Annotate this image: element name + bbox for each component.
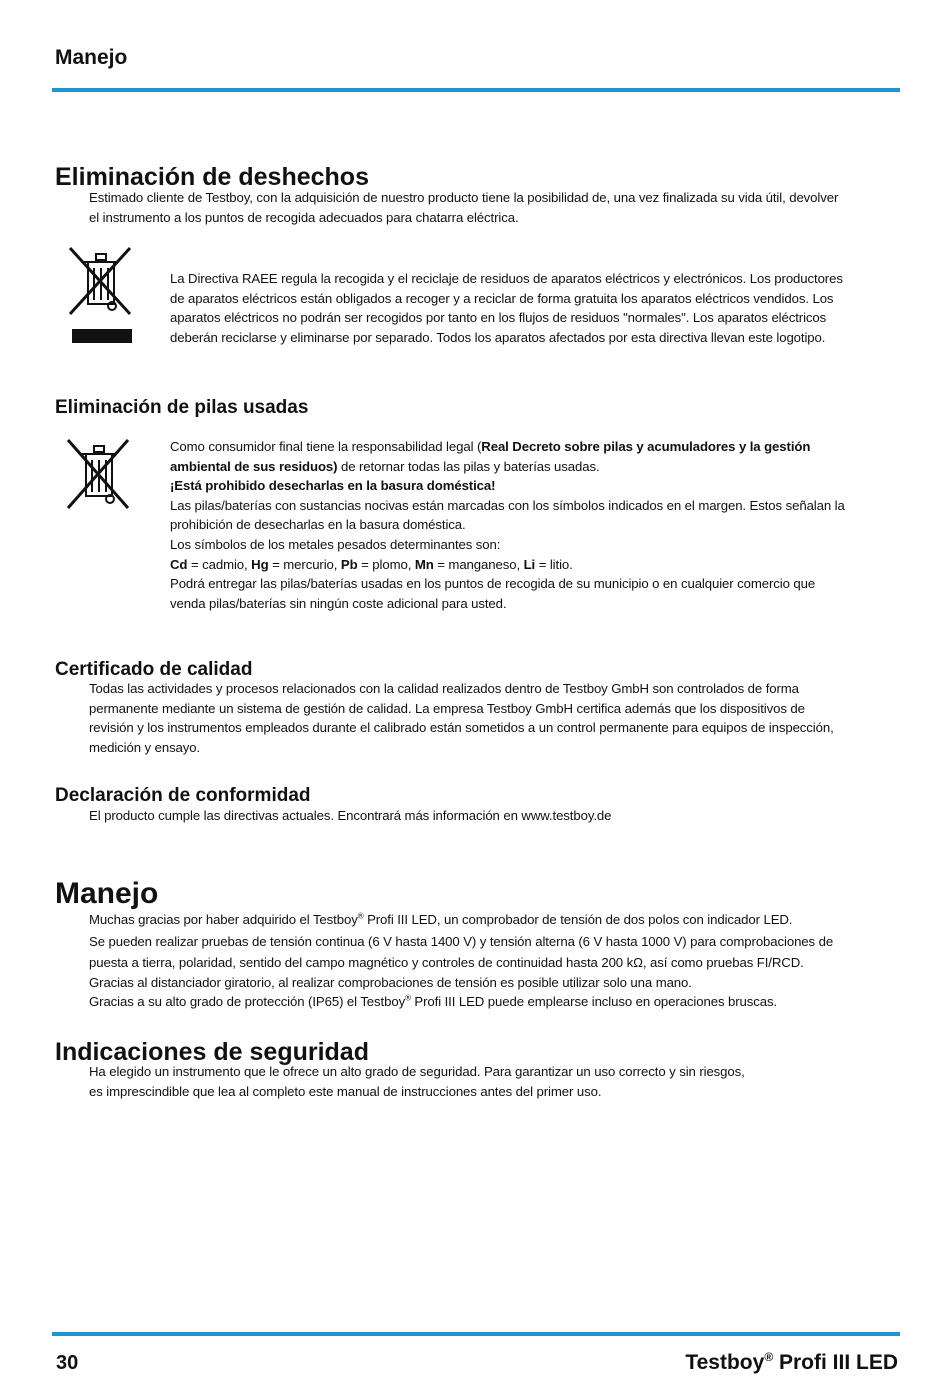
text-line: de aparatos eléctricos están obligados a recoger y a reciclar de forma gratuita los aparatos eléctricos vendidos. Los bbox=[170, 290, 834, 306]
metal-name: = litio. bbox=[535, 556, 573, 572]
metal-name: = manganeso, bbox=[433, 556, 524, 572]
text-line: es imprescindible que lea al completo este manual de instrucciones antes del primer uso. bbox=[89, 1083, 602, 1099]
text-run: Muchas gracias por haber adquirido el Testboy bbox=[89, 912, 358, 927]
text-line: puesta a tierra, polaridad, sentido del campo magnético y controles de continuidad hasta 200 kΩ, así como pruebas FI/RCD. bbox=[89, 955, 804, 971]
text-line: el instrumento a los puntos de recogida adecuados para chatarra eléctrica. bbox=[89, 209, 519, 225]
text-line: La Directiva RAEE regula la recogida y el reciclaje de residuos de aparatos eléctricos y electrónicos. Los productores bbox=[170, 271, 843, 286]
metal-name: = mercurio, bbox=[268, 556, 341, 572]
law-name-bold: Real Decreto sobre pilas y acumuladores y la gestión bbox=[481, 439, 811, 454]
disposal-intro bbox=[89, 188, 838, 227]
registered-mark: ® bbox=[405, 993, 411, 1003]
quality-paragraph bbox=[89, 679, 834, 757]
quality-heading: Certificado de calidad bbox=[55, 659, 253, 680]
operation-paragraph bbox=[89, 910, 833, 1012]
metal-name: = cadmio, bbox=[187, 556, 252, 572]
warning-bold: ¡Está prohibido desecharlas en la basura doméstica! bbox=[170, 478, 496, 494]
text-run: Profi III LED puede emplearse incluso en operaciones bruscas. bbox=[410, 994, 778, 1010]
text-line: Todas las actividades y procesos relacionados con la calidad realizados dentro de Testboy GmbH son controlados de forma bbox=[89, 681, 799, 696]
weee-paragraph bbox=[170, 269, 843, 347]
metal-symbol: Hg bbox=[251, 556, 269, 572]
battery-bin-icon bbox=[64, 438, 132, 512]
registered-mark: ® bbox=[764, 1350, 774, 1364]
text-line: Gracias al distanciador giratorio, al realizar comprobaciones de tensión es posible utilizar solo una mano. bbox=[89, 974, 692, 990]
brand-name: Testboy bbox=[685, 1351, 765, 1374]
batteries-paragraph bbox=[170, 437, 845, 613]
conformity-paragraph bbox=[89, 806, 611, 826]
batteries-heading: Eliminación de pilas usadas bbox=[55, 397, 309, 418]
page-number: 30 bbox=[56, 1352, 79, 1374]
text-line bbox=[89, 910, 833, 930]
operation-heading: Manejo bbox=[55, 877, 159, 910]
metal-symbol: Li bbox=[523, 556, 536, 572]
text-line bbox=[170, 457, 845, 477]
text-line: medición y ensayo. bbox=[89, 739, 201, 755]
safety-heading: Indicaciones de seguridad bbox=[55, 1038, 369, 1066]
text-line: Las pilas/baterías con sustancias nocivas están marcadas con los símbolos indicados en el margen. Estos señalan la bbox=[170, 497, 845, 513]
header-rule bbox=[52, 88, 900, 92]
warning-line bbox=[170, 476, 845, 496]
text-run: Gracias a su alto grado de protección (IP65) el Testboy bbox=[89, 994, 406, 1010]
text-line bbox=[170, 437, 845, 457]
text-line: aparatos eléctricos no podrán ser recogidos por tanto en los flujos de residuos "normales". Los aparatos eléctricos bbox=[170, 310, 827, 326]
metal-name: = plomo, bbox=[357, 556, 415, 572]
text-run: Como consumidor final tiene la responsabilidad legal ( bbox=[170, 439, 482, 454]
law-name-bold: ambiental de sus residuos) bbox=[170, 458, 338, 474]
safety-paragraph bbox=[89, 1062, 745, 1101]
text-line: venda pilas/baterías sin ningún coste adicional para usted. bbox=[170, 595, 507, 611]
text-line: El producto cumple las directivas actuales. Encontrará más información en www.testboy.de bbox=[89, 808, 612, 823]
footer-rule bbox=[52, 1332, 900, 1336]
metals-line bbox=[170, 555, 845, 575]
text-line: Se pueden realizar pruebas de tensión continua (6 V hasta 1400 V) y tensión alterna (6 V hasta 1000 V) para comprobaciones de bbox=[89, 933, 834, 949]
text-line: prohibición de desecharlas en la basura doméstica. bbox=[170, 517, 466, 533]
disposal-heading: Eliminación de deshechos bbox=[55, 163, 369, 191]
text-run: Profi III LED, un comprobador de tensión de dos polos con indicador LED. bbox=[363, 912, 793, 927]
text-line: permanente mediante un sistema de gestión de calidad. La empresa Testboy GmbH certifica además que los dispositivos de bbox=[89, 700, 805, 716]
metal-symbol: Cd bbox=[170, 556, 188, 572]
footer-product-name bbox=[685, 1350, 898, 1375]
text-line: Ha elegido un instrumento que le ofrece un alto grado de seguridad. Para garantizar un uso correcto y sin riesgos, bbox=[89, 1064, 745, 1079]
text-line: Podrá entregar las pilas/baterías usadas en los puntos de recogida de su municipio o en cualquier comercio que bbox=[170, 576, 816, 592]
text-line: Estimado cliente de Testboy, con la adquisición de nuestro producto tiene la posibilidad de, una vez finalizada su vida útil, devolver bbox=[89, 190, 839, 205]
text-line: revisión y los instrumentos empleados durante el calibrado están sometidos a un control permanente para equipos de inspección, bbox=[89, 720, 834, 736]
weee-bin-icon bbox=[66, 244, 134, 346]
text-run: de retornar todas las pilas y baterías usadas. bbox=[337, 458, 600, 474]
metal-symbol: Mn bbox=[414, 556, 434, 572]
registered-mark: ® bbox=[357, 911, 364, 921]
text-line: Los símbolos de los metales pesados determinantes son: bbox=[170, 536, 501, 552]
page-header-title: Manejo bbox=[55, 46, 128, 69]
conformity-heading: Declaración de conformidad bbox=[55, 785, 311, 806]
text-line: deberán reciclarse y eliminarse por separado. Todos los aparatos afectados por esta directiva llevan este logotipo. bbox=[170, 329, 826, 345]
text-line bbox=[89, 992, 833, 1012]
model-name: Profi III LED bbox=[773, 1351, 898, 1374]
metal-symbol: Pb bbox=[340, 556, 358, 572]
